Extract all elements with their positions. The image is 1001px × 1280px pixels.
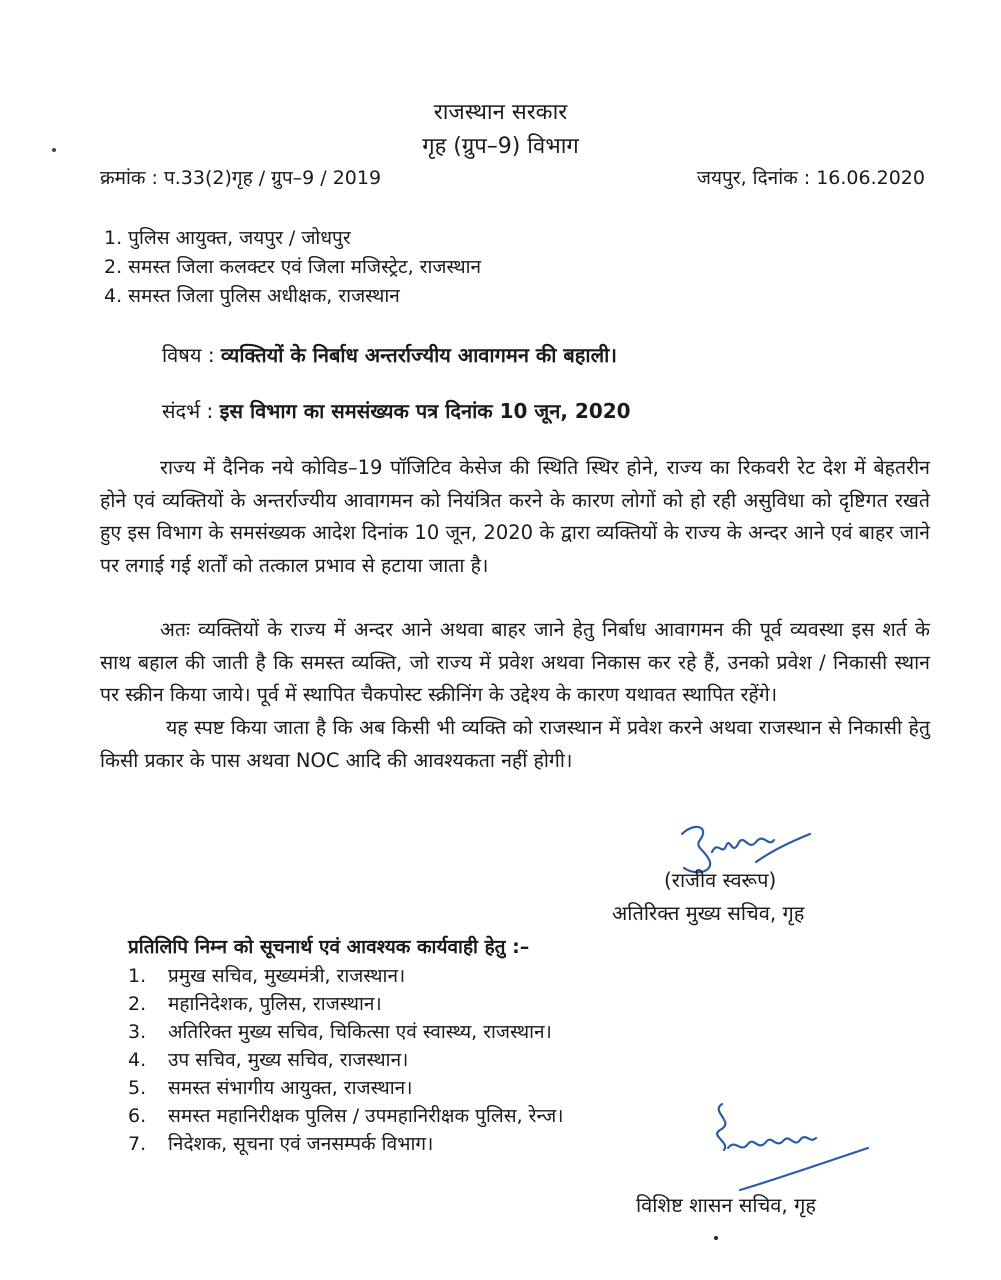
addressee-2: 2. समस्त जिला कलक्टर एवं जिला मजिस्ट्रेट, राजस्थान — [104, 256, 482, 278]
reference-label: संदर्भ : — [162, 399, 214, 423]
addressee-3: 4. समस्त जिला पुलिस अधीक्षक, राजस्थान — [104, 285, 400, 307]
stray-mark — [714, 1236, 718, 1240]
subject-line — [162, 341, 617, 368]
place-date: जयपुर, दिनांक : 16.06.2020 — [696, 167, 925, 189]
copy-to-item: 2. महानिदेशक, पुलिस, राजस्थान। — [128, 993, 382, 1015]
department-title: गृह (ग्रुप–9) विभाग — [422, 134, 579, 159]
copy-to-item: 3. अतिरिक्त मुख्य सचिव, चिकित्सा एवं स्वास्थ्य, राजस्थान। — [128, 1021, 552, 1043]
stray-mark — [52, 148, 56, 152]
signatory-2-designation: विशिष्ट शासन सचिव, गृह — [636, 1193, 816, 1217]
body-paragraph-2: अतः व्यक्तियों के राज्य में अन्दर आने अथवा बाहर जाने हेतु निर्बाध आवागमन की पूर्व व्यवस्था इस शर्त के साथ बहाल की जाती है कि समस्त व्यक्ति, जो राज्य में प्रवेश अथवा निकास कर रहे हैं, उनको प्रवेश / निकासी स्थान पर स्क्रीन किया जाये। पूर्व में स्थापित चैकपोस्ट स्क्रीनिंग के उद्देश्य के कारण यथावत स्थापित रहेंगे। — [100, 618, 930, 706]
reference-text: इस विभाग का समसंख्यक पत्र दिनांक 10 जून, 2020 — [219, 399, 631, 423]
copy-to-item: 4. उप सचिव, मुख्य सचिव, राजस्थान। — [128, 1049, 409, 1071]
reference-number: क्रमांक : प.33(2)गृह / ग्रुप–9 / 2019 — [100, 167, 382, 189]
copy-to-item: 6. समस्त महानिरीक्षक पुलिस / उपमहानिरीक्षक पुलिस, रेन्ज। — [128, 1105, 564, 1127]
subject-label: विषय : — [162, 343, 215, 367]
org-title: राजस्थान सरकार — [433, 100, 568, 125]
subject-text: व्यक्तियों के निर्बाध अन्तर्राज्यीय आवागमन की बहाली। — [220, 343, 617, 367]
copy-to-item: 7. निदेशक, सूचना एवं जनसम्पर्क विभाग। — [128, 1133, 434, 1155]
body-paragraph-1: राज्य में दैनिक नये कोविड–19 पॉजिटिव केसेज की स्थिति स्थिर होने, राज्य का रिकवरी रेट देश में बेहतरीन होने एवं व्यक्तियों के अन्तर्राज्यीय आवागमन को नियंत्रित करने के कारण लोगों को हो रही असुविधा को दृष्टिगत रखते हुए इस विभाग के समसंख्यक आदेश दिनांक 10 जून, 2020 के द्वारा व्यक्तियों के राज्य के अन्दर आने एवं बाहर जाने पर लगाई गई शर्तों को तत्काल प्रभाव से हटाया जाता है। — [100, 456, 930, 577]
copy-to-heading: प्रतिलिपि निम्न को सूचनार्थ एवं आवश्यक कार्यवाही हेतु :– — [128, 936, 530, 958]
copy-to-item: 5. समस्त संभागीय आयुक्त, राजस्थान। — [128, 1077, 413, 1099]
addressee-1: 1. पुलिस आयुक्त, जयपुर / जोधपुर — [104, 227, 351, 249]
signatory-1-designation: अतिरिक्त मुख्य सचिव, गृह — [612, 901, 805, 925]
signature-2-image — [700, 1092, 880, 1192]
copy-to-item: 1. प्रमुख सचिव, मुख्यमंत्री, राजस्थान। — [128, 965, 406, 987]
reference-line — [162, 397, 631, 424]
signatory-1-name: (राजीव स्वरूप) — [664, 868, 777, 892]
body-paragraph-3: यह स्पष्ट किया जाता है कि अब किसी भी व्यक्ति को राजस्थान में प्रवेश करने अथवा राजस्थान से निकासी हेतु किसी प्रकार के पास अथवा NOC आदि की आवश्यकता नहीं होगी। — [100, 716, 930, 772]
